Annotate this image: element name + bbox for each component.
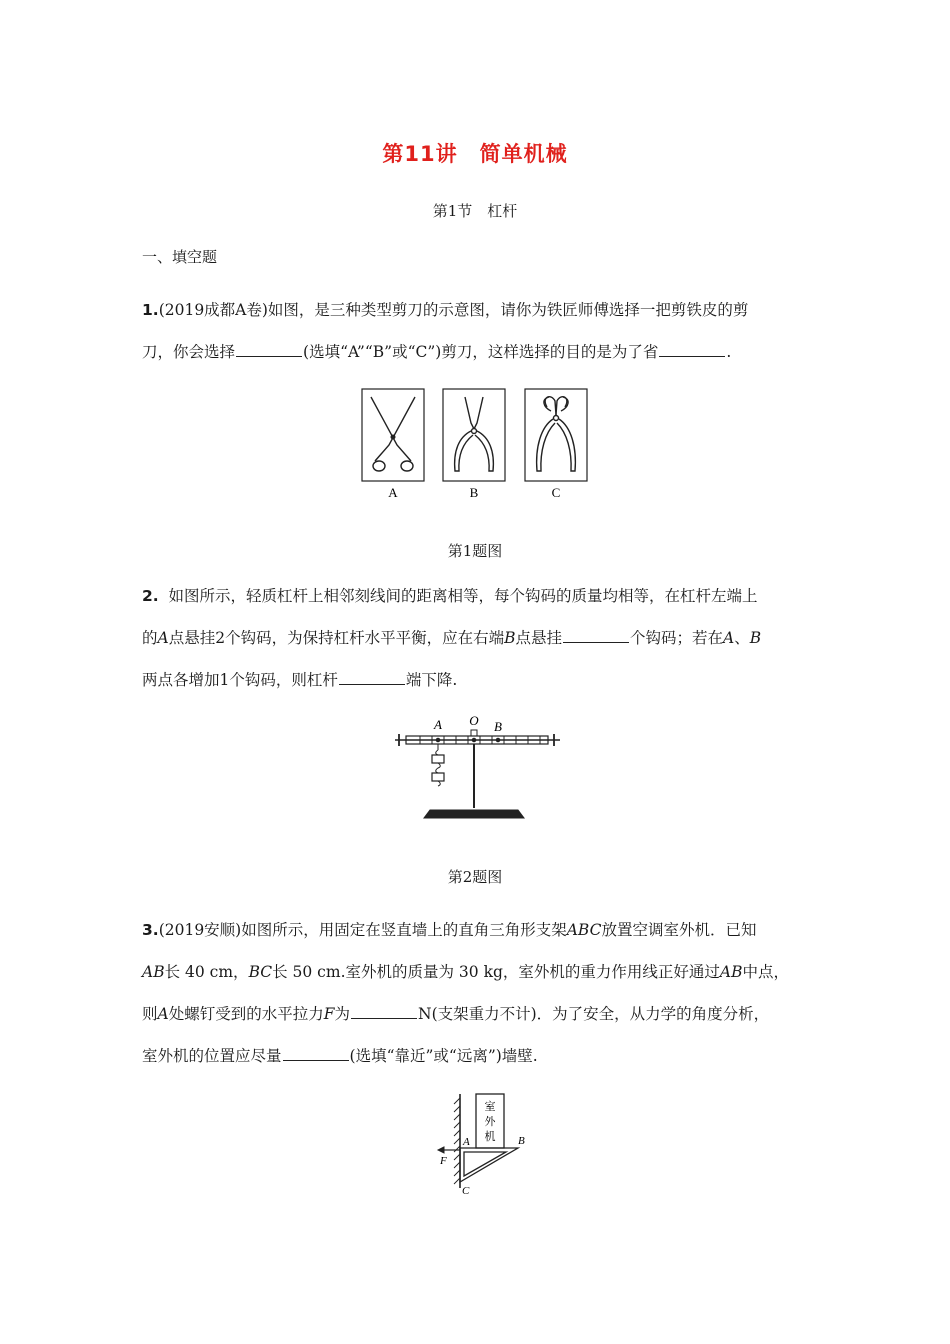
q2-var-a2: A: [723, 629, 735, 647]
fig3-label-c: C: [462, 1185, 470, 1197]
force-arrow-icon: [438, 1147, 460, 1153]
q2-figure-lever: [390, 712, 570, 827]
q2-text-2c: 点悬挂: [515, 629, 562, 647]
q2-text-2a: 的: [142, 629, 158, 647]
q3-var-f: F: [323, 1005, 335, 1023]
q1-line2: [142, 342, 731, 362]
q2-line2: [142, 628, 761, 648]
q1-number: 1.: [142, 301, 159, 319]
fig3-unit-char-1: 室: [484, 1100, 496, 1113]
q2-line1: [142, 586, 758, 606]
q3-var-ab2: AB: [719, 963, 743, 981]
q2-text-3b: 端下降.: [405, 671, 458, 689]
q3-text-4b: (选填“靠近”或“远离”)墙壁.: [349, 1047, 538, 1065]
q3-blank-1[interactable]: [351, 1004, 417, 1019]
q2-number: 2.: [142, 587, 159, 605]
q2-var-b2: B: [749, 629, 762, 647]
scissors-a-icon: [362, 389, 424, 481]
scissors-c-icon: [525, 389, 587, 481]
q3-text-3b: 处螺钉受到的水平拉力: [168, 1005, 324, 1023]
q3-text-1b: 放置空调室外机．已知: [601, 921, 757, 939]
q3-line2: [142, 962, 789, 982]
q2-text-3a: 两点各增加1个钩码，则杠杆: [142, 671, 338, 689]
q3-text-2a: 长 40 cm，: [164, 963, 249, 981]
q1-caption: 第1题图: [447, 542, 503, 560]
q1-figure-scissors: [355, 385, 595, 505]
q2-line3: [142, 670, 457, 690]
q1-blank-2[interactable]: [659, 342, 725, 357]
fig1-label-a: A: [388, 485, 398, 500]
q1-line1: [142, 300, 748, 320]
q3-text-2c: 中点，: [742, 963, 789, 981]
q3-blank-2[interactable]: [283, 1046, 349, 1061]
q2-text-1: 如图所示，轻质杠杆上相邻刻线间的距离相等，每个钩码的质量均相等，在杠杆左端上: [168, 587, 758, 605]
q2-var-b: B: [504, 629, 516, 647]
q2-text-2e: 、: [734, 629, 750, 647]
q3-line1: [142, 920, 756, 940]
bracket-icon: [460, 1148, 518, 1182]
section-title: 第1节 杠杆: [432, 202, 518, 220]
q3-line4: [142, 1046, 538, 1066]
q2-blank-1[interactable]: [563, 628, 629, 643]
q1-text-2a: 刀，你会选择: [142, 343, 236, 361]
fig3-label-a: A: [463, 1136, 470, 1148]
q2-text-2d: 个钩码；若在: [630, 629, 724, 647]
fig3-label-f: F: [440, 1155, 447, 1167]
q3-text-3d: N(支架重力不计)．为了安全，从力学的角度分析，: [418, 1005, 770, 1023]
fig2-label-o: O: [469, 713, 479, 728]
q2-caption: 第2题图: [447, 868, 503, 886]
q3-var-ab: AB: [142, 963, 165, 981]
q3-text-3a: 则: [142, 1005, 158, 1023]
fig1-label-b: B: [469, 485, 479, 500]
part-heading: 一、填空题: [142, 248, 218, 266]
q3-text-1a: (2019安顺)如图所示，用固定在竖直墙上的直角三角形支架: [158, 921, 567, 939]
q2-var-a: A: [157, 629, 169, 647]
q1-text-2c: .: [726, 343, 732, 361]
q3-var-a: A: [157, 1005, 169, 1023]
fig3-unit-char-2: 外: [484, 1115, 496, 1128]
q3-var-bc: BC: [248, 963, 273, 981]
wall-icon: [454, 1094, 460, 1188]
q3-figure-bracket: [432, 1090, 542, 1200]
q3-number: 3.: [142, 921, 159, 939]
fig3-unit-char-3: 机: [484, 1130, 496, 1143]
page-title: 第11讲 简单机械: [382, 142, 568, 166]
fig1-label-c: C: [551, 485, 561, 500]
q1-text-2b: (选填“A”“B”或“C”)剪刀，这样选择的目的是为了省: [303, 343, 659, 361]
q3-var-abc: ABC: [566, 921, 602, 939]
q2-blank-2[interactable]: [339, 670, 405, 685]
fig2-label-b: B: [494, 719, 502, 734]
q1-blank-1[interactable]: [236, 342, 302, 357]
q1-text-1: (2019成都A卷)如图，是三种类型剪刀的示意图，请你为铁匠师傅选择一把剪铁皮的剪: [158, 301, 749, 319]
q3-text-4a: 室外机的位置应尽量: [142, 1047, 282, 1065]
q3-text-2b: 长 50 cm.室外机的质量为 30 kg，室外机的重力作用线正好通过: [272, 963, 720, 981]
q3-line3: [142, 1004, 769, 1024]
fig3-label-b: B: [518, 1135, 525, 1147]
lever-icon: [395, 730, 560, 818]
q3-text-3c: 为: [334, 1005, 351, 1023]
q2-text-2b: 点悬挂2个钩码，为保持杠杆水平平衡，应在右端: [168, 629, 505, 647]
scissors-b-icon: [443, 389, 505, 481]
fig2-label-a: A: [434, 717, 442, 732]
